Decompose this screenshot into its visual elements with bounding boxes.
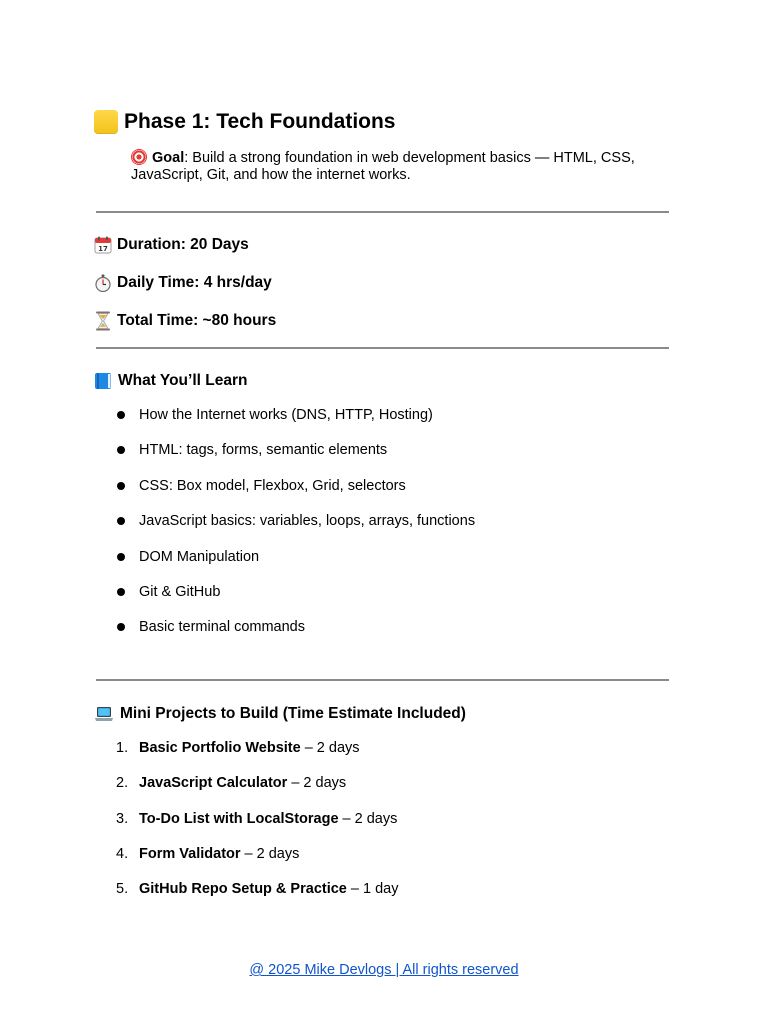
list-item [115, 580, 715, 615]
hourglass-icon [94, 311, 112, 331]
page-title-text: Phase 1: Tech Foundations [124, 110, 396, 133]
list-number: 5. [116, 881, 129, 898]
list-item [115, 842, 715, 877]
project-estimate: – 1 day [346, 881, 399, 898]
project-estimate: – 2 days [287, 775, 347, 792]
goal-text: : Build a strong foundation in web development basics — HTML, CSS, JavaScript, Git, and how the internet works. [131, 150, 635, 183]
list-item [115, 877, 715, 912]
daily-time-stat [94, 272, 272, 294]
list-item [115, 403, 715, 438]
project-name: GitHub Repo Setup & Practice [139, 881, 347, 898]
book-icon [94, 372, 112, 390]
list-number: 4. [116, 845, 129, 862]
list-item-text: Basic terminal commands [139, 619, 305, 636]
duration-text: Duration: 20 Days [117, 236, 249, 253]
bullet-icon [117, 588, 125, 596]
yellow-square-icon [94, 110, 118, 134]
bullet-icon [117, 482, 125, 490]
total-time-stat [94, 310, 276, 332]
list-item [115, 771, 715, 806]
list-item [115, 807, 715, 842]
footer [0, 960, 768, 980]
project-name: JavaScript Calculator [139, 775, 288, 792]
divider [96, 347, 669, 349]
projects-list [115, 736, 715, 912]
list-number: 3. [116, 810, 129, 827]
project-name: Form Validator [139, 845, 241, 862]
projects-heading [94, 703, 466, 725]
list-number: 2. [116, 775, 129, 792]
project-name: Basic Portfolio Website [139, 740, 301, 756]
bullet-icon [117, 623, 125, 631]
list-item-text: How the Internet works (DNS, HTTP, Hosting) [139, 407, 433, 423]
svg-text:17: 17 [98, 245, 108, 253]
project-estimate: – 2 days [240, 845, 300, 862]
projects-heading-text: Mini Projects to Build (Time Estimate Included) [120, 705, 466, 722]
goal-statement [131, 150, 691, 184]
list-item-text: DOM Manipulation [139, 548, 260, 565]
list-item [115, 545, 715, 580]
daily-time-text: Daily Time: 4 hrs/day [117, 274, 272, 291]
bullet-icon [117, 411, 125, 419]
list-item [115, 736, 715, 771]
calendar-icon [94, 236, 112, 254]
bullet-icon [117, 517, 125, 525]
list-item [115, 474, 715, 509]
goal-label: Goal [152, 150, 185, 166]
list-item [115, 438, 715, 473]
bullet-icon [117, 553, 125, 561]
total-time-text: Total Time: ~80 hours [117, 312, 277, 329]
list-item-text: CSS: Box model, Flexbox, Grid, selectors [139, 477, 406, 494]
divider [96, 211, 669, 213]
footer-copyright-link[interactable]: @ 2025 Mike Devlogs | All rights reserved [249, 962, 519, 978]
project-name: To-Do List with LocalStorage [139, 810, 339, 827]
list-item-text: JavaScript basics: variables, loops, arrays, functions [139, 513, 476, 530]
learn-heading [94, 370, 247, 392]
list-item-text: HTML: tags, forms, semantic elements [139, 442, 388, 459]
list-item [115, 509, 715, 544]
list-item [115, 615, 715, 650]
list-number: 1. [116, 740, 129, 756]
project-estimate: – 2 days [338, 810, 398, 827]
project-estimate: – 2 days [300, 740, 360, 756]
divider [96, 679, 669, 681]
learn-list [115, 403, 715, 651]
learn-heading-text: What You’ll Learn [118, 372, 248, 389]
duration-stat [94, 234, 249, 256]
page-title [94, 108, 395, 136]
stopwatch-icon [94, 274, 112, 292]
target-icon [131, 149, 147, 165]
laptop-icon [94, 706, 114, 722]
bullet-icon [117, 446, 125, 454]
list-item-text: Git & GitHub [139, 583, 221, 600]
